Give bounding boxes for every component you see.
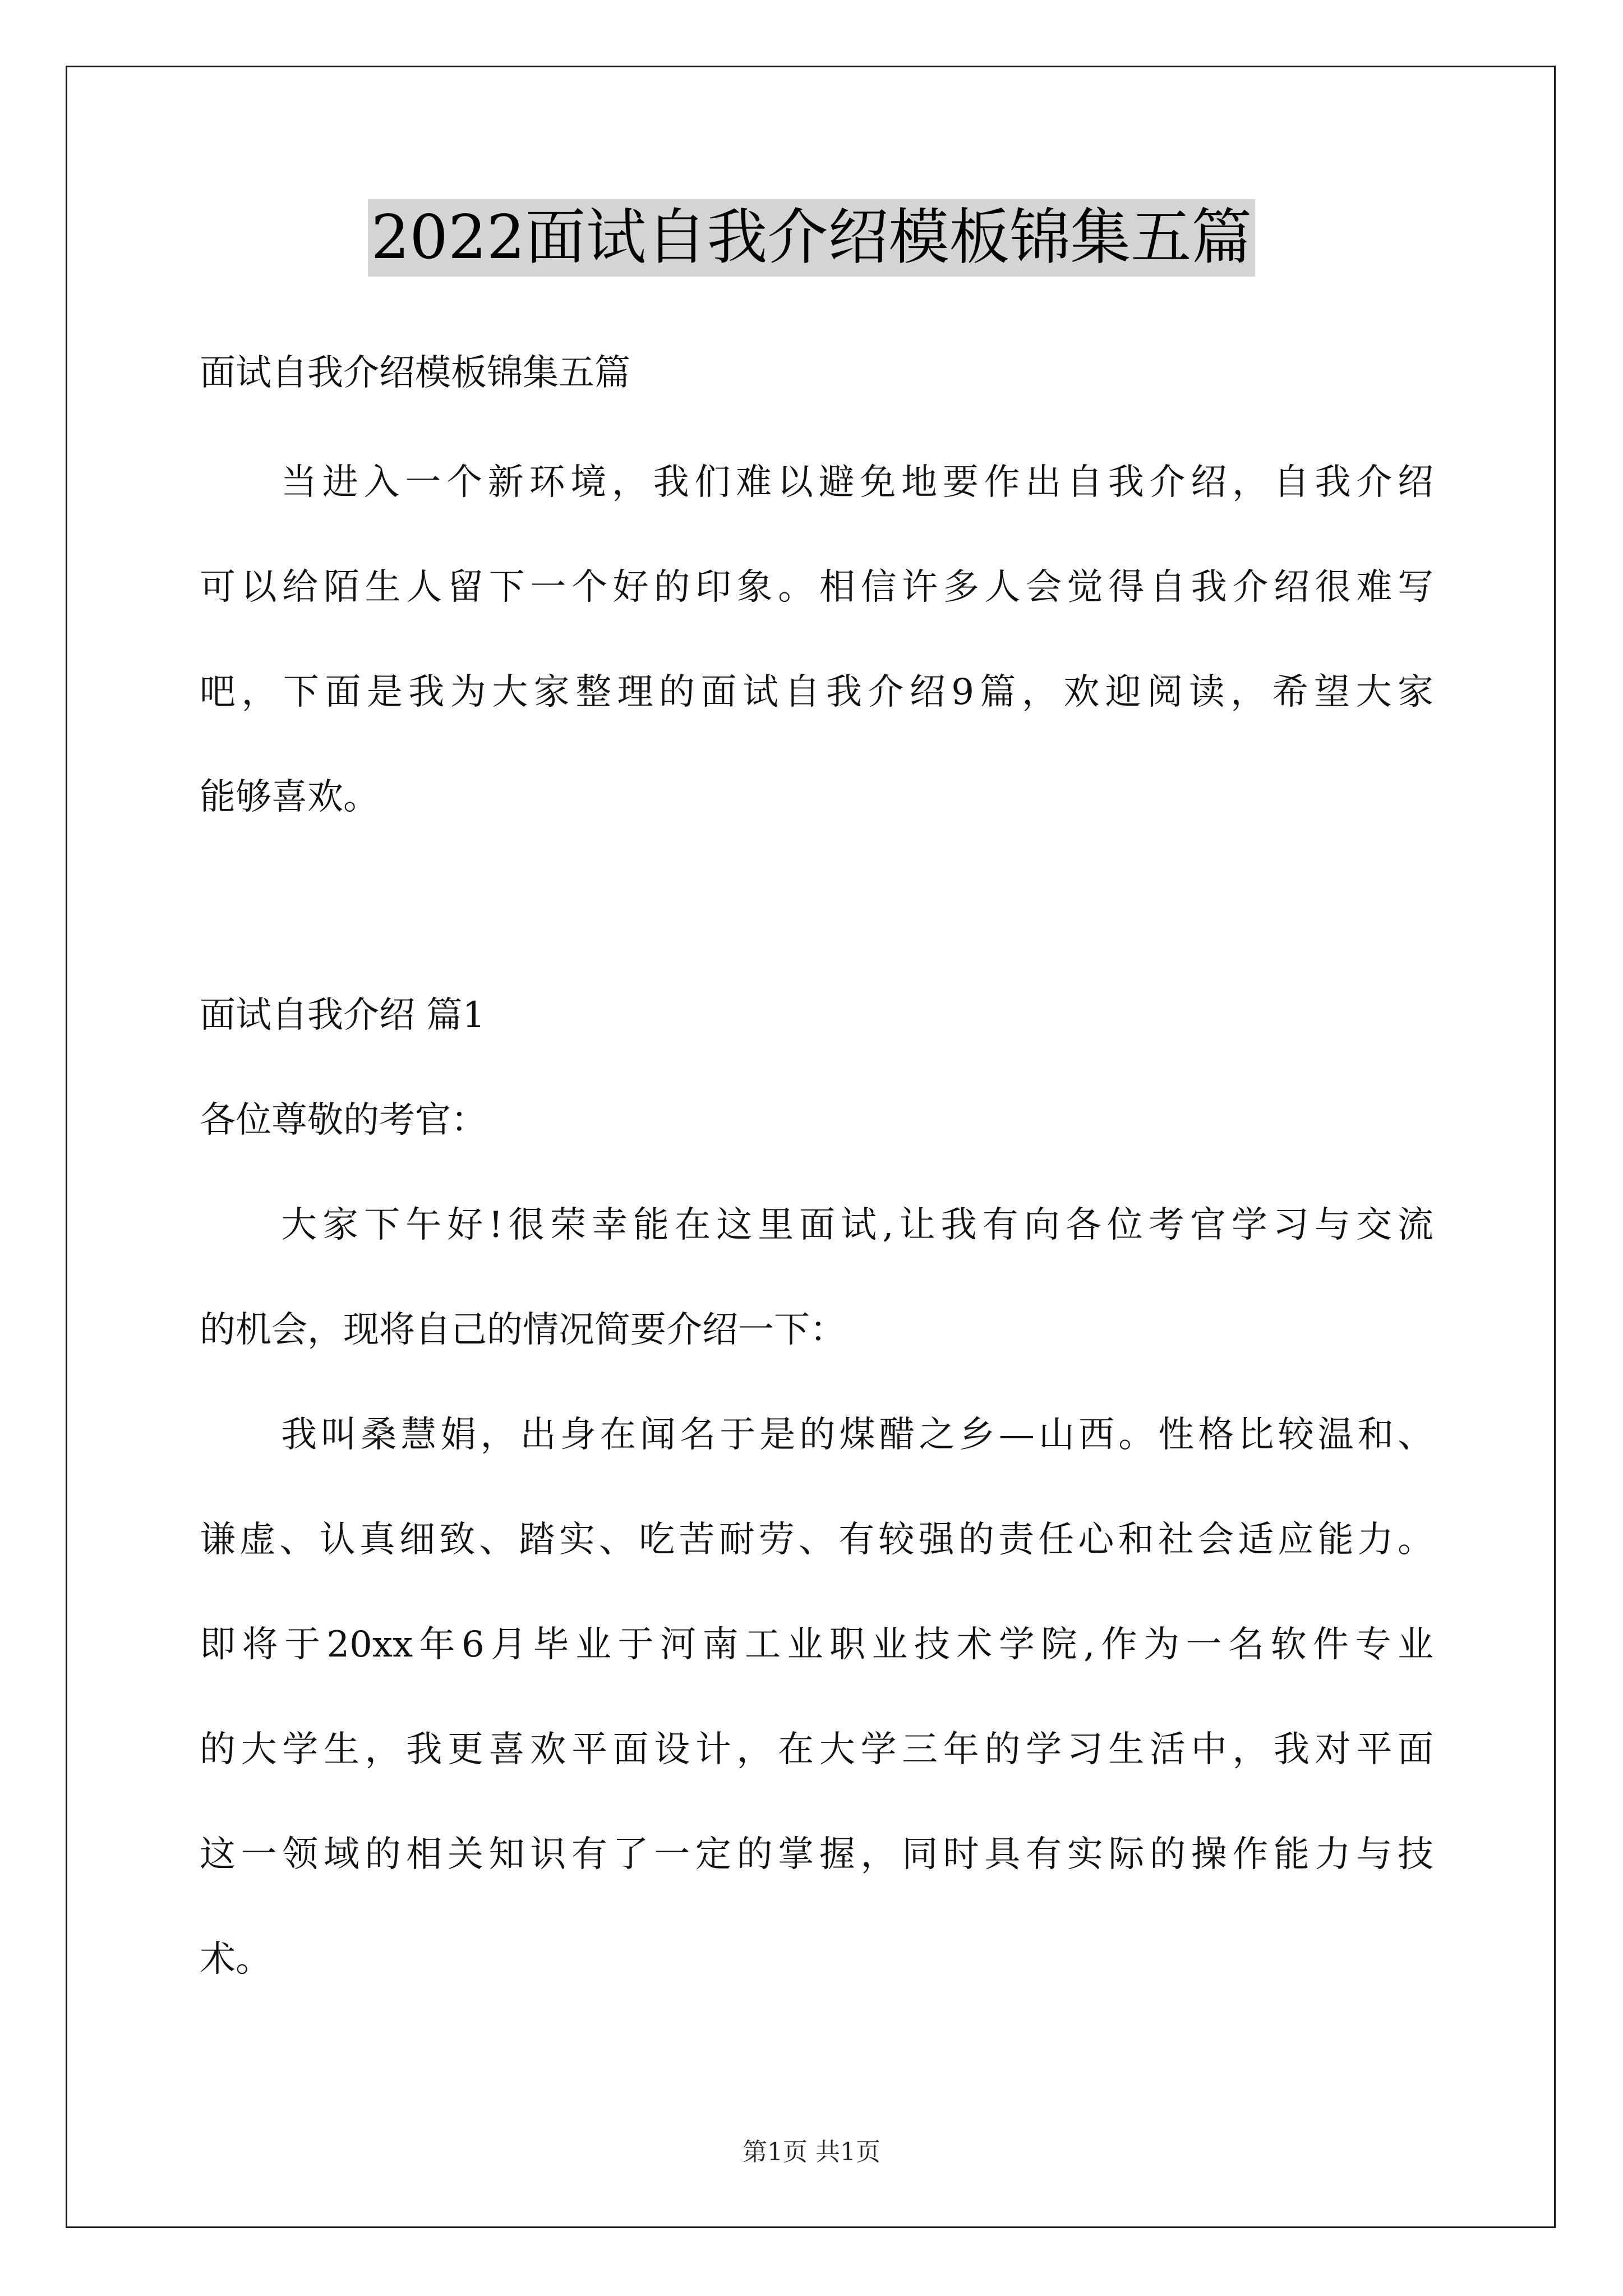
paragraph-line: 我叫桑慧娟，出身在闻名于是的煤醋之乡—山西。性格比较温和、: [281, 1414, 1433, 1456]
subtitle-line: 面试自我介绍模板锦集五篇: [200, 352, 630, 394]
document-title-wrap: [0, 199, 1623, 277]
page-footer: 第1页 共1页: [743, 2138, 880, 2166]
paragraph-line: 可以给陌生人留下一个好的印象。相信许多人会觉得自我介绍很难写: [200, 567, 1433, 608]
paragraph-line: 术。: [200, 1939, 271, 1980]
paragraph-line: 能够喜欢。: [200, 776, 379, 818]
paragraph-line: 吧，下面是我为大家整理的面试自我介绍9篇，欢迎阅读，希望大家: [200, 671, 1433, 713]
paragraph-line: 当进入一个新环境，我们难以避免地要作出自我介绍，自我介绍: [281, 462, 1433, 503]
section-heading: 面试自我介绍 篇1: [200, 995, 486, 1036]
document-title: 2022面试自我介绍模板锦集五篇: [368, 199, 1256, 277]
paragraph-line: 大家下午好!很荣幸能在这里面试,让我有向各位考官学习与交流: [281, 1204, 1433, 1246]
salutation-line: 各位尊敬的考官：: [200, 1099, 487, 1141]
paragraph-line: 这一领域的相关知识有了一定的掌握，同时具有实际的操作能力与技: [200, 1834, 1433, 1875]
paragraph-line: 的大学生，我更喜欢平面设计，在大学三年的学习生活中，我对平面: [200, 1729, 1433, 1770]
paragraph-line: 即将于20xx年6月毕业于河南工业职业技术学院,作为一名软件专业: [200, 1624, 1433, 1665]
paragraph-line: 谦虚、认真细致、踏实、吃苦耐劳、有较强的责任心和社会适应能力。: [200, 1519, 1433, 1561]
paragraph-line: 的机会，现将自己的情况简要介绍一下：: [200, 1309, 846, 1351]
